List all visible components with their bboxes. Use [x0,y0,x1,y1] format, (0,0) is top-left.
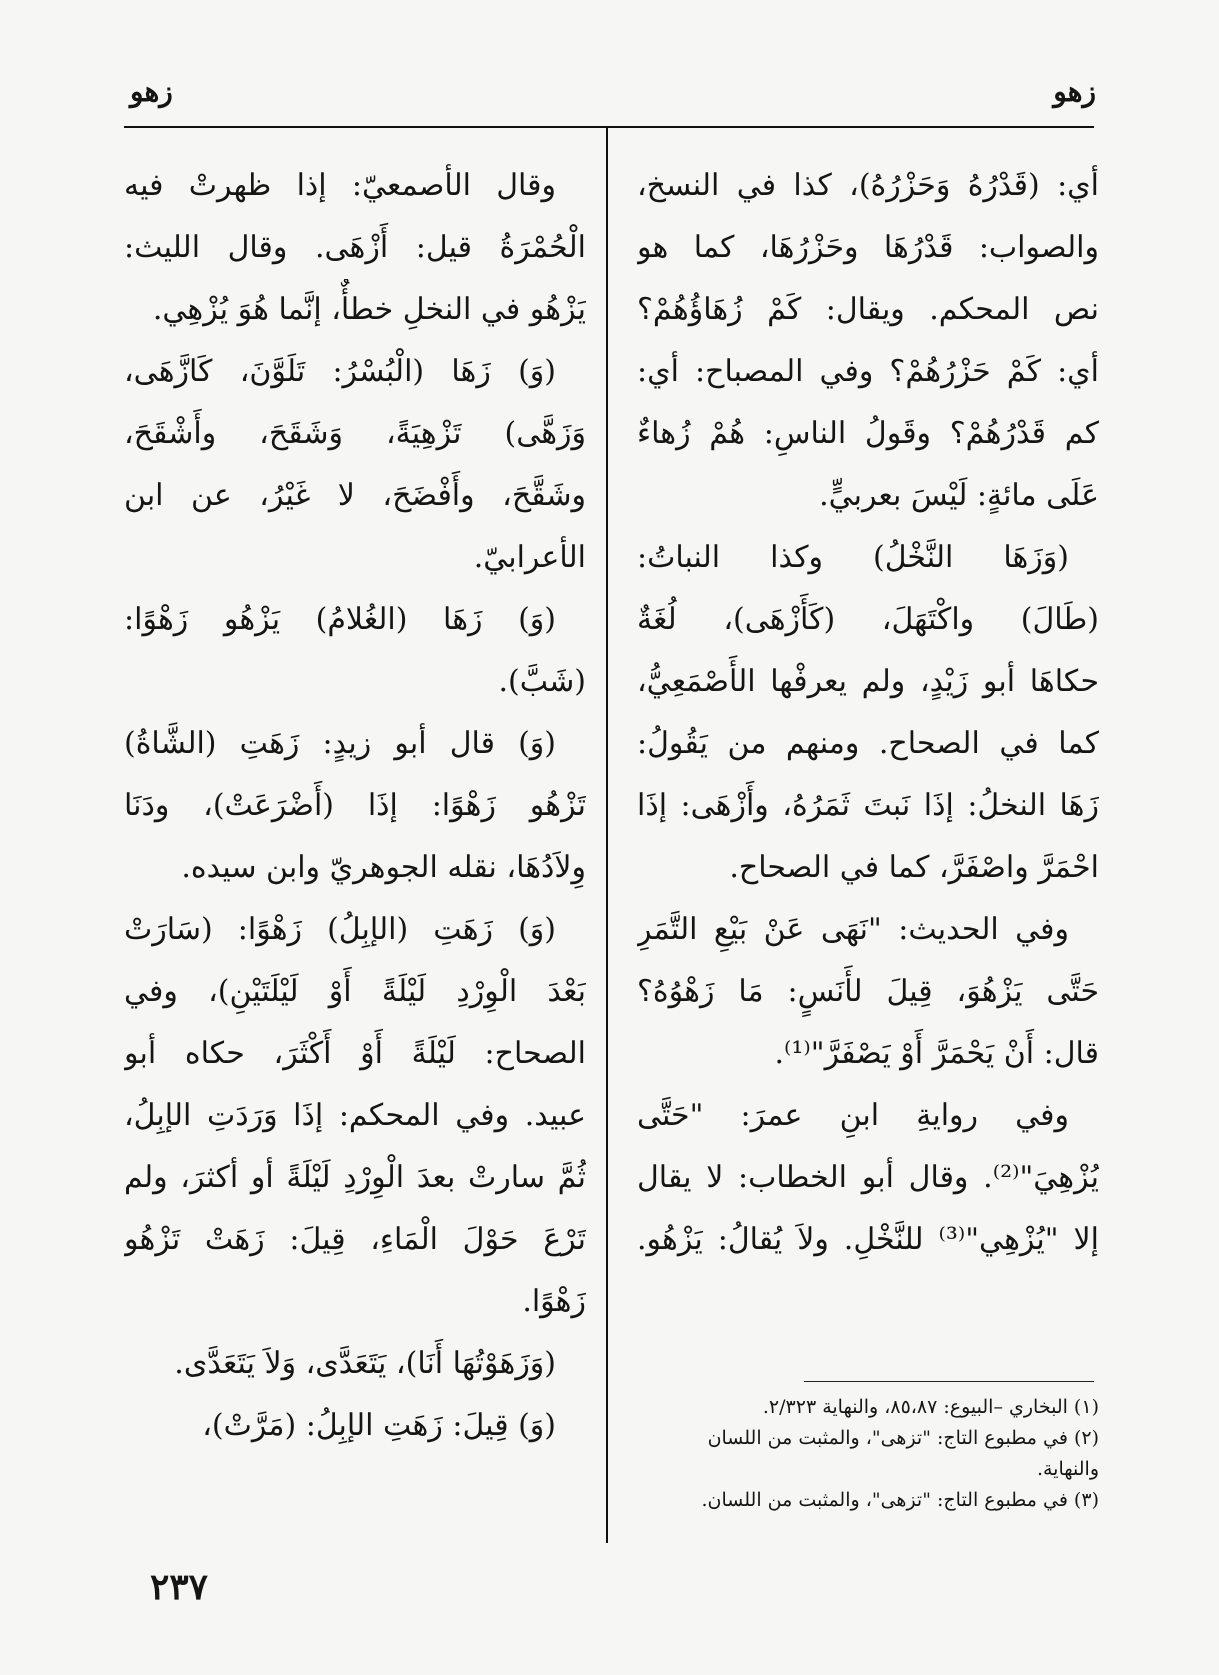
text-line: تَرْعَ حَوْلَ الْمَاءِ، قِيلَ: زَهَتْ تَزْهُو [124,1222,586,1257]
footnotes [637,1392,1099,1516]
text-line: يُزْهِيَ"⁽²⁾. وقال أبو الخطاب: لا يقال [637,1160,1099,1195]
text-line: كم قَدْرُهُمْ؟ وقَولُ الناسِ: هُمْ زُهاءٌ [637,416,1099,451]
footnote-rule [804,1381,1094,1382]
text-line: (وَ) قِيلَ: زَهَتِ الإبِلُ: (مَرَّتْ)، [202,1408,556,1443]
text-line: زَهَا النخلُ: إذَا نَبتَ ثَمَرُهُ، وأَزْهَى: إذَا [637,788,1099,823]
text-line: (وَ) قال أبو زيدٍ: زَهَتِ (الشَّاةُ) [124,726,556,761]
text-line: (وَزَهَا النَّخْلُ) وكذا النباتُ: [637,540,1069,575]
text-line: (وَ) زَهَا (الْبُسْرُ: تَلَوَّنَ، كَازَّهَى، [124,354,556,389]
text-line: وشَقَّحَ، وأَفْضَحَ، لا غَيْرُ، عن ابن [124,478,586,513]
text-line: إلا "يُزْهِي"⁽³⁾ للنَّخْلِ. ولاَ يُقالُ: يَزْهُو. [637,1222,1099,1257]
text-line: قال: أَنْ يَحْمَرَّ أَوْ يَصْفَرَّ"⁽¹⁾. [774,1036,1099,1071]
page-number: ٢٣٧ [150,1566,209,1608]
text-line: ثُمَّ سارتْ بعدَ الْوِرْدِ لَيْلَةً أو أكثرَ، ولم [124,1160,586,1195]
text-line: وفي الحديث: "نَهَى عَنْ بَيْعِ التَّمَرِ [637,912,1069,947]
text-line: (وَ) زَهَا (الغُلامُ) يَزْهُو زَهْوًا: [124,602,556,637]
header-rule [124,126,1094,128]
left-column [124,155,586,1457]
running-header-left: زهو [130,75,173,108]
text-line: (شَبَّ). [498,664,586,699]
text-line: والصواب: قَدْرُهَا وحَزْرُهَا، كما هو [637,230,1099,265]
text-line: وِلاَدُهَا، نقله الجوهريّ وابن سيده. [181,850,586,885]
text-line: أي: (قَدْرُهُ وَحَزْرُهُ)، كذا في النسخ، [637,168,1099,203]
text-line: نص المحكم. ويقال: كَمْ زُهَاؤُهُمْ؟ [637,292,1099,327]
text-line: الأعرابيّ. [473,540,586,575]
text-line: كما في الصحاح. ومنهم من يَقُولُ: [637,726,1099,761]
text-line: (وَ) زَهَتِ (الإبِلُ) زَهْوًا: (سَارَتْ [124,912,556,947]
text-line: حَتَّى يَزْهُوَ، قِيلَ لأَنَسٍ: مَا زَهْوُهُ؟ [637,974,1099,1009]
footnote: والنهاية. [1036,1458,1099,1480]
text-line: وقال الأصمعيّ: إذا ظهرتْ فيه [124,168,556,203]
text-line: (وَزَهَوْتُهَا أَنَا)، يَتَعَدَّى، وَلاَ يَتَعَدَّى. [174,1346,556,1381]
right-column [637,155,1099,1271]
footnote: (١) البخاري –البيوع: ٨٥،٨٧، والنهاية ٢/٣٢٣. [762,1396,1099,1418]
footnote: (٣) في مطبوع التاج: "تزهى"، والمثبت من اللسان. [701,1489,1099,1511]
text-line: الصحاح: لَيْلَةً أَوْ أَكْثَرَ، حكاه أبو [124,1036,586,1071]
text-line: (طَالَ) واكْتَهَلَ، (كَأَزْهَى)، لُغَةٌ [637,602,1099,637]
text-line: تَزْهُو زَهْوًا: إذَا (أَضْرَعَتْ)، ودَنَا [124,788,586,823]
footnote: (٢) في مطبوع التاج: "تزهى"، والمثبت من اللسان [707,1427,1099,1449]
text-line: عَلَى مائةٍ: لَيْسَ بعربيٍّ. [819,478,1099,513]
text-line: بَعْدَ الْوِرْدِ لَيْلَةً أَوْ لَيْلَتَيْنِ)، وفي [124,974,586,1009]
text-line: عبيد. وفي المحكم: إذَا وَرَدَتِ الإبِلُ، [124,1098,586,1133]
text-line: حكاهَا أبو زَيْدٍ، ولم يعرفْها الأَصْمَعِيُّ، [637,664,1099,699]
text-line: أي: كَمْ حَزْرُهُمْ؟ وفي المصباح: أي: [637,354,1099,389]
column-divider [606,126,608,1543]
text-line: يَزْهُو في النخلِ خطأٌ، إنَّما هُوَ يُزْهِي. [152,292,586,327]
text-line: زَهْوًا. [522,1284,586,1319]
text-line: الْحُمْرَةُ قيل: أَزْهَى. وقال الليث: [124,230,586,265]
running-header-right: زهو [1053,75,1096,108]
text-line: احْمَرَّ واصْفَرَّ، كما في الصحاح. [729,850,1099,885]
text-line: وَزَهَّى) تَزْهِيَةً، وَشَقَحَ، وأَشْقَحَ، [124,416,586,451]
text-line: وفي روايةِ ابنِ عمرَ: "حَتَّى [637,1098,1069,1133]
